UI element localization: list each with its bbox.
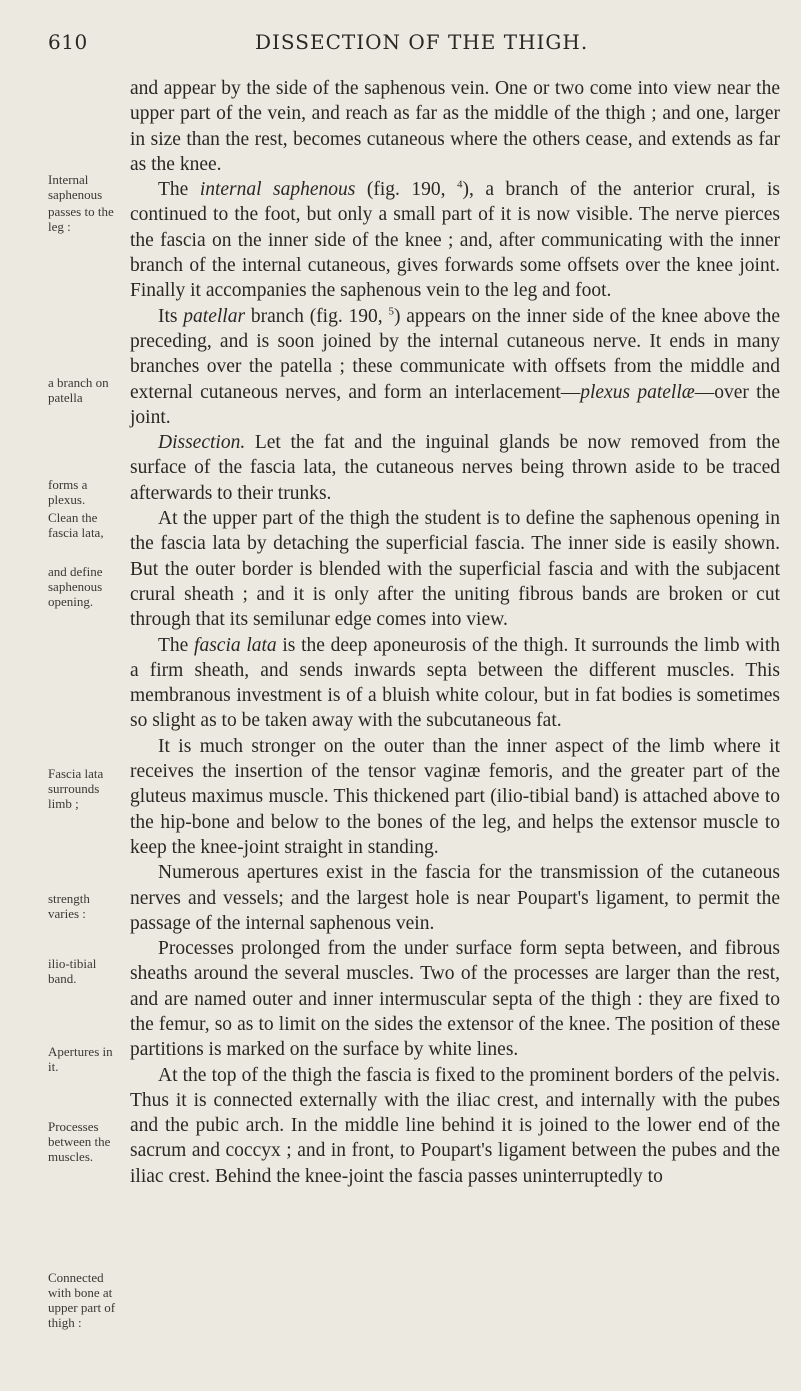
text-run: (fig. 190, [355,179,457,201]
figure-ref-superscript: 4 [456,178,463,191]
text-run: —over the joint. [130,381,780,428]
margin-note-internal-saphenous: Internal saphenous [48,172,103,202]
paragraph-patellar-branch [130,304,780,430]
term-patellar: patellar [183,305,246,327]
text-run: It is much stronger on the outer than the inner aspect of the limb where it receives the insertion of the tensor vaginæ femoris, and the greater part of the gluteus maximus muscle. This thickened part (ilio-tibial band) is attached above to the hip-bone and below to the bones of the leg, and helps the extensor muscle to keep the knee-joint straight in standing. [130,735,780,858]
margin-notes [0,0,120,1391]
margin-note-fascia-surrounds: Fascia lata surrounds limb ; [48,766,104,811]
running-head: DISSECTION OF THE THIGH. [255,30,589,54]
paragraph-fascia-lata [130,633,780,734]
paragraph-saphenous-opening [130,506,780,632]
margin-note-connected-bone: Connected with bone at upper part of thigh : [48,1270,116,1330]
term-internal-saphenous: internal saphenous [199,179,356,201]
margin-note-passes-to-leg: passes to the leg : [48,204,114,234]
text-run: Let the fat and the inguinal glands be now removed from the surface of the fascia lata, the cutaneous nerves being thrown aside to be traced afterwards to their trunks. [130,432,780,504]
paragraph-dissection [130,430,780,506]
text-run: The [158,634,195,656]
paragraph-1-text: and appear by the side of the saphenous vein. One or two come into view near the upper part of the vein, and reach as far as the middle of the thigh ; and one, larger in size than the rest, becomes cutaneous where the others cease, and extends as far as the knee. [130,78,780,175]
page-number: 610 [48,30,88,54]
dissection-label: Dissection. [158,432,246,454]
margin-note-define-opening: and define saphenous opening. [48,564,103,609]
margin-note-processes: Processes between the muscles. [48,1119,111,1164]
text-run: Processes prolonged from the under surface form septa between, and fibrous sheaths around the several muscles. Two of the processes are larger than the rest, and are named outer and inner intermuscular septa of the thigh : they are fixed to the femur, so as to limit on the sides the extensor of the knee. The position of these partitions is marked on the surface by white lines. [130,938,780,1061]
paragraph-internal-saphenous [130,177,780,303]
margin-note-strength-varies: strength varies : [48,891,90,921]
text-run: The [158,179,200,201]
paragraph-strength [130,734,780,860]
text-run: ) appears on the inner side of the knee above the preceding, and is soon joined by the internal cutaneous nerve. It ends in many branches over the patella ; these communicate with offsets from the middle and external cutaneous nerves, and form an interlacement— [130,305,780,403]
margin-note-forms-plexus: forms a plexus. [48,477,88,507]
paragraph-1 [130,76,780,177]
paragraph-connected [130,1063,780,1189]
margin-note-branch-on-patella: a branch on patella [48,375,109,405]
text-run: Its [158,305,184,327]
margin-note-ilio-tibial: ilio-tibial band. [48,956,97,986]
text-run: ), a branch of the anterior crural, is continued to the foot, but only a small part of it is now visible. The nerve pierces the fascia on the inner side of the knee ; and, after communicating with the inner branch of the internal cutaneous, gives forwards some offsets over the knee joint. Finally it accompanies the saphenous vein to the leg and foot. [130,179,780,302]
text-run: is the deep aponeurosis of the thigh. It surrounds the limb with a firm sheath, and sends inwards septa between the different muscles. This membranous investment is of a bluish white colour, but in fat bodies is sometimes so slight as to be taken away with the subcutaneous fat. [130,634,780,732]
body-text [130,76,780,1189]
text-run: branch (fig. 190, [245,305,389,327]
term-plexus-patellae: plexus patellæ [580,381,695,403]
text-run: At the upper part of the thigh the student is to define the saphenous opening in the fascia lata by detaching the superficial fascia. The inner side is easily shown. But the outer border is blended with the superficial fascia and with the subjacent crural sheath ; and it is only after the uniting fibrous bands are broken or cut through that its semilunar edge comes into view. [130,508,780,631]
text-run: At the top of the thigh the fascia is fixed to the prominent borders of the pelvis. Thus it is connected externally with the iliac crest, and internally with the pubes and the pubic arch. In the middle line behind it is joined to the lower end of the sacrum and coccyx ; and in front, to Poupart's ligament between the pubes and the iliac crest. Behind the knee-joint the fascia passes uninterruptedly to [130,1064,780,1187]
paragraph-processes [130,936,780,1062]
margin-note-clean-fascia: Clean the fascia lata, [48,510,104,540]
figure-ref-superscript: 5 [388,305,394,318]
term-fascia-lata: fascia lata [194,634,277,656]
paragraph-apertures [130,860,780,936]
text-run: Numerous apertures exist in the fascia for the transmission of the cutaneous nerves and vessels; and the largest hole is near Poupart's ligament, to permit the passage of the internal saphenous vein. [130,862,780,934]
margin-note-apertures: Apertures in it. [48,1044,113,1074]
